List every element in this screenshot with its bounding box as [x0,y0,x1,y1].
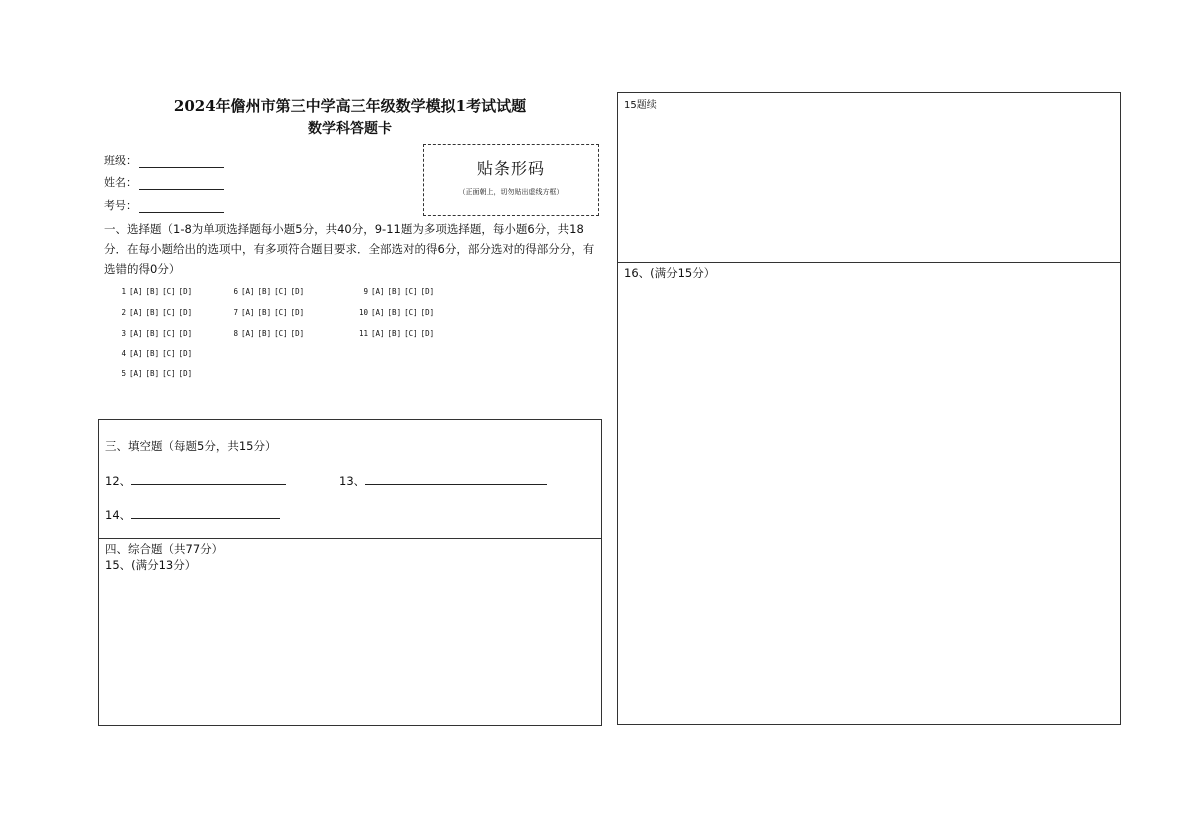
option-a[interactable]: [A] [241,329,255,338]
option-c[interactable]: [C] [404,329,418,338]
question-16-box[interactable] [617,262,1121,725]
multiple-choice-instructions: 一、选择题（1-8为单项选择题每小题5分，共40分，9-11题为多项选择题，每小题6分，共18分．在每小题给出的选项中，有多项符合题目要求．全部选对的得6分，部分选对的得部分分，有选错的得0分） [104,222,595,276]
option-b[interactable]: [B] [145,369,160,378]
barcode-title: 贴条形码 [476,159,545,178]
exam-title: 2024年儋州市第三中学高三年级数学模拟1考试试题 [173,97,527,115]
question-number: 10 [358,308,368,317]
name-blank[interactable] [139,177,224,190]
option-a[interactable]: [A] [129,308,143,317]
mc-question-6 [230,287,307,296]
question-15-continued-box[interactable] [617,92,1121,263]
mc-question-11 [354,329,437,338]
exam-number-label: 考号： [104,199,137,212]
option-d[interactable]: [D] [178,308,193,317]
barcode-note: （正面朝上，切勿贴出虚线方框） [458,188,564,196]
option-d[interactable]: [D] [178,287,193,296]
option-c[interactable]: [C] [274,329,288,338]
option-c[interactable]: [C] [404,308,418,317]
question-number: 6 [233,287,238,296]
option-b[interactable]: [B] [387,329,402,338]
mc-question-1 [118,287,195,296]
question-14-answer-line[interactable] [131,508,280,519]
option-b[interactable]: [B] [145,349,160,358]
class-label: 班级： [104,154,137,167]
option-a[interactable]: [A] [129,287,143,296]
multiple-choice-grid [104,287,464,387]
option-c[interactable]: [C] [162,308,176,317]
option-a[interactable]: [A] [371,287,385,296]
question-number: 7 [233,308,238,317]
mc-question-10 [354,308,437,317]
comprehensive-section[interactable] [98,538,602,726]
option-d[interactable]: [D] [420,287,435,296]
question-number: 11 [358,329,368,338]
exam-number-field[interactable] [104,197,224,213]
option-d[interactable]: [D] [420,329,435,338]
option-a[interactable]: [A] [371,308,385,317]
class-field[interactable] [104,152,224,168]
mc-question-3 [118,329,195,338]
question-number: 4 [121,349,126,358]
question-number: 5 [121,369,126,378]
comprehensive-heading: 四、综合题（共77分） [105,542,224,556]
fill-in-blank-heading: 三、填空题（每题5分，共15分） [105,439,277,453]
barcode-area [423,144,599,216]
question-number: 9 [363,287,368,296]
option-a[interactable]: [A] [371,329,385,338]
mc-question-7 [230,308,307,317]
question-15-label: 15、(满分13分） [105,558,197,572]
option-b[interactable]: [B] [145,287,160,296]
option-b[interactable]: [B] [387,308,402,317]
option-b[interactable]: [B] [257,308,272,317]
card-subtitle: 数学科答题卡 [308,121,392,137]
option-c[interactable]: [C] [162,349,176,358]
option-d[interactable]: [D] [178,329,193,338]
option-d[interactable]: [D] [178,369,193,378]
question-14 [105,507,280,523]
option-b[interactable]: [B] [387,287,402,296]
mc-question-4 [118,349,195,358]
exam-number-blank[interactable] [139,200,224,213]
name-field[interactable] [104,174,224,190]
option-b[interactable]: [B] [145,329,160,338]
question-number: 2 [121,308,126,317]
option-d[interactable]: [D] [290,308,305,317]
option-c[interactable]: [C] [274,308,288,317]
option-b[interactable]: [B] [257,329,272,338]
option-a[interactable]: [A] [129,369,143,378]
mc-question-9 [354,287,437,296]
option-c[interactable]: [C] [274,287,288,296]
option-c[interactable]: [C] [162,287,176,296]
option-c[interactable]: [C] [162,329,176,338]
class-blank[interactable] [139,155,224,168]
option-d[interactable]: [D] [178,349,193,358]
question-15-continued-label: 15题续 [624,100,657,111]
mc-question-5 [118,369,195,378]
option-d[interactable]: [D] [420,308,435,317]
option-c[interactable]: [C] [404,287,418,296]
option-d[interactable]: [D] [290,329,305,338]
question-12 [105,473,286,489]
option-a[interactable]: [A] [129,349,143,358]
option-d[interactable]: [D] [290,287,305,296]
option-b[interactable]: [B] [145,308,160,317]
question-13-answer-line[interactable] [365,474,547,485]
question-16-label: 16、(满分15分） [624,266,716,280]
question-number: 8 [233,329,238,338]
option-c[interactable]: [C] [162,369,176,378]
question-14-label: 14、 [105,508,132,522]
question-13 [339,473,547,489]
option-a[interactable]: [A] [241,308,255,317]
option-b[interactable]: [B] [257,287,272,296]
question-13-label: 13、 [339,474,366,488]
question-12-label: 12、 [105,474,132,488]
question-number: 3 [121,329,126,338]
option-a[interactable]: [A] [241,287,255,296]
question-number: 1 [121,287,126,296]
option-a[interactable]: [A] [129,329,143,338]
mc-question-8 [230,329,307,338]
fill-in-blank-section [98,419,602,539]
question-12-answer-line[interactable] [131,474,286,485]
name-label: 姓名： [104,176,137,189]
mc-question-2 [118,308,195,317]
